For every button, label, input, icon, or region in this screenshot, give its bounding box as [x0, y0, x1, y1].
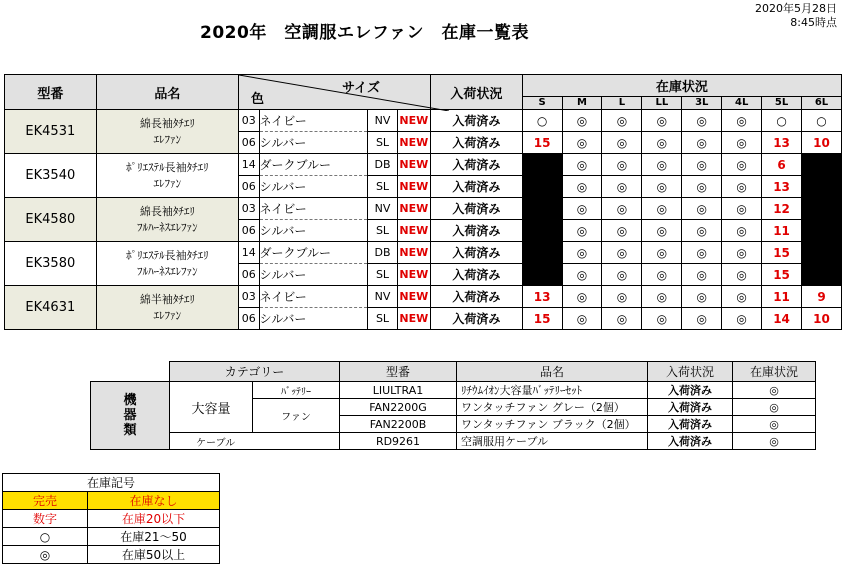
new-badge: NEW — [397, 264, 430, 286]
stock-cell-unavailable — [522, 220, 562, 242]
stock-cell: ◎ — [562, 286, 602, 308]
arrival-status: 入荷済み — [431, 264, 523, 286]
stock-cell: 11 — [762, 286, 802, 308]
equipment-stock: ◎ — [733, 433, 816, 450]
stock-cell: ◎ — [722, 308, 762, 330]
product-name-line2: ﾌﾙﾊｰﾈｽｴﾚﾌｧﾝ — [137, 220, 198, 234]
stock-cell: ◎ — [562, 242, 602, 264]
stock-cell: ◎ — [562, 264, 602, 286]
color-name: ネイビー — [259, 198, 368, 220]
new-badge: NEW — [397, 286, 430, 308]
stock-cell: ◎ — [682, 198, 722, 220]
arrival-status: 入荷済み — [431, 198, 523, 220]
date-text: 2020年5月28日 — [755, 2, 837, 15]
color-code: NV — [368, 198, 397, 220]
equipment-code: FAN2200B — [340, 416, 457, 433]
product-row — [5, 198, 842, 220]
header-stock: 在庫状況 — [522, 75, 841, 97]
stock-cell-unavailable — [802, 242, 842, 264]
stock-cell: ◎ — [602, 308, 642, 330]
stock-cell: ◎ — [562, 110, 602, 132]
stock-cell: ◎ — [682, 286, 722, 308]
stock-cell-unavailable — [522, 242, 562, 264]
stock-cell: ◎ — [562, 154, 602, 176]
new-badge: NEW — [397, 308, 430, 330]
stock-cell: ○ — [522, 110, 562, 132]
color-code: SL — [368, 264, 397, 286]
legend-row — [3, 546, 220, 564]
new-badge: NEW — [397, 132, 430, 154]
stock-cell: ◎ — [682, 264, 722, 286]
color-number: 06 — [239, 308, 259, 330]
new-badge: NEW — [397, 198, 430, 220]
stock-cell: 9 — [802, 286, 842, 308]
stock-cell: 13 — [762, 132, 802, 154]
color-name: シルバー — [259, 132, 368, 154]
color-name: ダークブルー — [259, 242, 368, 264]
stock-cell: ◎ — [602, 110, 642, 132]
product-code: EK4631 — [5, 286, 97, 330]
equipment-code: LIULTRA1 — [340, 382, 457, 399]
color-number: 14 — [239, 154, 259, 176]
stock-cell: ◎ — [722, 264, 762, 286]
equipment-side-label — [91, 382, 170, 450]
equipment-table — [90, 361, 816, 450]
equipment-side-char: 類 — [123, 423, 137, 438]
product-name — [96, 154, 238, 198]
time-text: 8:45時点 — [790, 16, 837, 29]
stock-cell: 12 — [762, 198, 802, 220]
arrival-status: 入荷済み — [431, 132, 523, 154]
stock-cell: ◎ — [642, 132, 682, 154]
size-header-4: 3L — [682, 96, 722, 109]
stock-cell-unavailable — [522, 264, 562, 286]
stock-cell: ◎ — [682, 154, 722, 176]
header-arrival: 入荷状況 — [431, 75, 523, 110]
product-row — [5, 242, 842, 264]
stock-cell: ◎ — [642, 154, 682, 176]
color-name: ダークブルー — [259, 154, 368, 176]
header-code: 型番 — [5, 75, 97, 110]
product-code: EK3580 — [5, 242, 97, 286]
stock-cell: 14 — [762, 308, 802, 330]
stock-cell: ◎ — [682, 308, 722, 330]
arrival-status: 入荷済み — [431, 110, 523, 132]
stock-cell-unavailable — [802, 154, 842, 176]
equipment-row — [91, 433, 816, 450]
product-name-line2: ｴﾚﾌｧﾝ — [153, 176, 182, 190]
stock-cell-unavailable — [522, 154, 562, 176]
stock-cell: ◎ — [602, 286, 642, 308]
color-code: NV — [368, 286, 397, 308]
size-header-5: 4L — [722, 96, 762, 109]
stock-cell-unavailable — [522, 176, 562, 198]
stock-cell: 15 — [762, 242, 802, 264]
color-code: DB — [368, 242, 397, 264]
new-badge: NEW — [397, 154, 430, 176]
equipment-code: RD9261 — [340, 433, 457, 450]
product-name-line2: ｴﾚﾌｧﾝ — [153, 132, 182, 146]
inventory-table — [4, 74, 842, 330]
color-number: 06 — [239, 176, 259, 198]
color-name: シルバー — [259, 308, 368, 330]
color-number: 03 — [239, 110, 259, 132]
stock-cell: ◎ — [722, 220, 762, 242]
stock-cell: ◎ — [642, 220, 682, 242]
color-code: SL — [368, 176, 397, 198]
color-code: DB — [368, 154, 397, 176]
equipment-arrival-status: 入荷済み — [648, 416, 733, 433]
stock-cell: 11 — [762, 220, 802, 242]
stock-cell: ◎ — [642, 176, 682, 198]
equipment-code: FAN2200G — [340, 399, 457, 416]
report-date — [755, 2, 837, 30]
legend-description: 在庫なし — [88, 492, 220, 510]
stock-cell-unavailable — [522, 198, 562, 220]
stock-cell: ◎ — [722, 242, 762, 264]
product-code: EK3540 — [5, 154, 97, 198]
stock-cell: ◎ — [682, 110, 722, 132]
equipment-subcategory: ファン — [253, 399, 340, 433]
header-size-color — [239, 75, 431, 110]
equipment-name: ﾘﾁｳﾑｲｵﾝ大容量ﾊﾞｯﾃﾘｰｾｯﾄ — [457, 382, 648, 399]
arrival-status: 入荷済み — [431, 308, 523, 330]
stock-cell: ◎ — [602, 154, 642, 176]
legend-symbol: ◎ — [3, 546, 88, 564]
size-header-1: M — [562, 96, 602, 109]
stock-cell: ◎ — [682, 132, 722, 154]
legend-description: 在庫20以下 — [88, 510, 220, 528]
stock-cell: ◎ — [722, 198, 762, 220]
stock-cell: 15 — [522, 132, 562, 154]
equipment-side-char: 機 — [123, 393, 137, 408]
equipment-header-code: 型番 — [340, 362, 457, 382]
stock-cell: ◎ — [722, 110, 762, 132]
color-number: 03 — [239, 286, 259, 308]
stock-cell: ◎ — [722, 132, 762, 154]
stock-cell: ◎ — [602, 198, 642, 220]
stock-cell: ◎ — [562, 176, 602, 198]
size-header-7: 6L — [802, 96, 842, 109]
stock-cell: ◎ — [642, 264, 682, 286]
stock-cell: ◎ — [722, 176, 762, 198]
new-badge: NEW — [397, 110, 430, 132]
product-row — [5, 154, 842, 176]
product-name — [96, 286, 238, 330]
stock-cell: ◎ — [642, 308, 682, 330]
size-header-6: 5L — [762, 96, 802, 109]
stock-cell: 13 — [522, 286, 562, 308]
equipment-header-name: 品名 — [457, 362, 648, 382]
arrival-status: 入荷済み — [431, 286, 523, 308]
color-name: シルバー — [259, 264, 368, 286]
stock-cell: ◎ — [722, 154, 762, 176]
color-name: シルバー — [259, 220, 368, 242]
stock-cell: ○ — [762, 110, 802, 132]
stock-cell: ○ — [802, 110, 842, 132]
equipment-header-stock: 在庫状況 — [733, 362, 816, 382]
product-name-line1: ﾎﾟﾘｴｽﾃﾙ長袖ﾀﾁｴﾘ — [126, 248, 209, 262]
new-badge: NEW — [397, 220, 430, 242]
arrival-status: 入荷済み — [431, 242, 523, 264]
stock-cell: ◎ — [722, 286, 762, 308]
equipment-stock: ◎ — [733, 399, 816, 416]
equipment-subcategory: ﾊﾞｯﾃﾘｰ — [253, 382, 340, 399]
size-header-2: L — [602, 96, 642, 109]
arrival-status: 入荷済み — [431, 220, 523, 242]
equipment-corner — [91, 362, 170, 382]
color-number: 06 — [239, 220, 259, 242]
product-name — [96, 110, 238, 154]
color-name: シルバー — [259, 176, 368, 198]
equipment-arrival-status: 入荷済み — [648, 382, 733, 399]
stock-cell: 15 — [522, 308, 562, 330]
stock-cell: ◎ — [562, 198, 602, 220]
equipment-stock: ◎ — [733, 416, 816, 433]
header-name: 品名 — [96, 75, 238, 110]
equipment-subcategory: ケーブル — [170, 433, 340, 450]
stock-cell: 10 — [802, 132, 842, 154]
stock-cell-unavailable — [802, 198, 842, 220]
product-name — [96, 242, 238, 286]
equipment-side-char: 器 — [123, 408, 137, 423]
stock-cell: ◎ — [642, 110, 682, 132]
legend-title: 在庫記号 — [3, 474, 220, 492]
page-title: 2020年 空調服エレファン 在庫一覧表 — [200, 23, 529, 43]
legend-symbol: 完売 — [3, 492, 88, 510]
color-name: ネイビー — [259, 286, 368, 308]
color-name: ネイビー — [259, 110, 368, 132]
legend-table — [2, 473, 220, 564]
product-name-line1: 綿半袖ﾀﾁｴﾘ — [139, 292, 195, 306]
stock-cell: ◎ — [642, 242, 682, 264]
equipment-header-category: カテゴリー — [170, 362, 340, 382]
equipment-arrival-status: 入荷済み — [648, 433, 733, 450]
stock-cell: ◎ — [602, 132, 642, 154]
header-color: 色 — [251, 92, 265, 107]
legend-row — [3, 510, 220, 528]
legend-symbol: ○ — [3, 528, 88, 546]
stock-cell: ◎ — [562, 132, 602, 154]
stock-cell: ◎ — [562, 308, 602, 330]
equipment-name: ワンタッチファン グレー（2個） — [457, 399, 648, 416]
product-code: EK4580 — [5, 198, 97, 242]
product-code: EK4531 — [5, 110, 97, 154]
stock-cell: ◎ — [602, 264, 642, 286]
stock-cell: ◎ — [682, 220, 722, 242]
stock-cell: ◎ — [642, 286, 682, 308]
legend-symbol: 数字 — [3, 510, 88, 528]
color-number: 14 — [239, 242, 259, 264]
stock-cell: ◎ — [602, 242, 642, 264]
equipment-header-arrival: 入荷状況 — [648, 362, 733, 382]
size-header-3: LL — [642, 96, 682, 109]
equipment-name: ワンタッチファン ブラック（2個） — [457, 416, 648, 433]
header-size: サイズ — [342, 81, 380, 96]
product-name-line1: 綿長袖ﾀﾁｴﾘ — [139, 204, 195, 218]
stock-cell: ◎ — [682, 176, 722, 198]
stock-cell: ◎ — [602, 176, 642, 198]
color-code: NV — [368, 110, 397, 132]
stock-cell: 6 — [762, 154, 802, 176]
color-code: SL — [368, 132, 397, 154]
equipment-group: 大容量 — [170, 382, 253, 433]
product-name-line2: ｴﾚﾌｧﾝ — [153, 308, 182, 322]
equipment-arrival-status: 入荷済み — [648, 399, 733, 416]
stock-cell-unavailable — [802, 264, 842, 286]
product-name-line1: ﾎﾟﾘｴｽﾃﾙ長袖ﾀﾁｴﾘ — [126, 160, 209, 174]
product-row — [5, 286, 842, 308]
product-name-line2: ﾌﾙﾊｰﾈｽｴﾚﾌｧﾝ — [137, 264, 198, 278]
arrival-status: 入荷済み — [431, 176, 523, 198]
legend-row — [3, 528, 220, 546]
color-code: SL — [368, 308, 397, 330]
product-row — [5, 110, 842, 132]
legend-row — [3, 492, 220, 510]
equipment-name: 空調服用ケーブル — [457, 433, 648, 450]
stock-cell: ◎ — [562, 220, 602, 242]
color-number: 03 — [239, 198, 259, 220]
color-code: SL — [368, 220, 397, 242]
arrival-status: 入荷済み — [431, 154, 523, 176]
stock-cell: ◎ — [682, 242, 722, 264]
stock-cell: ◎ — [602, 220, 642, 242]
equipment-row — [91, 382, 816, 399]
legend-description: 在庫21～50 — [88, 528, 220, 546]
color-number: 06 — [239, 264, 259, 286]
color-number: 06 — [239, 132, 259, 154]
size-header-0: S — [522, 96, 562, 109]
stock-cell: ◎ — [642, 198, 682, 220]
equipment-stock: ◎ — [733, 382, 816, 399]
new-badge: NEW — [397, 176, 430, 198]
stock-cell: 10 — [802, 308, 842, 330]
legend-description: 在庫50以上 — [88, 546, 220, 564]
stock-cell: 15 — [762, 264, 802, 286]
stock-cell-unavailable — [802, 176, 842, 198]
stock-cell: 13 — [762, 176, 802, 198]
product-name — [96, 198, 238, 242]
product-name-line1: 綿長袖ﾀﾁｴﾘ — [139, 116, 195, 130]
new-badge: NEW — [397, 242, 430, 264]
stock-cell-unavailable — [802, 220, 842, 242]
